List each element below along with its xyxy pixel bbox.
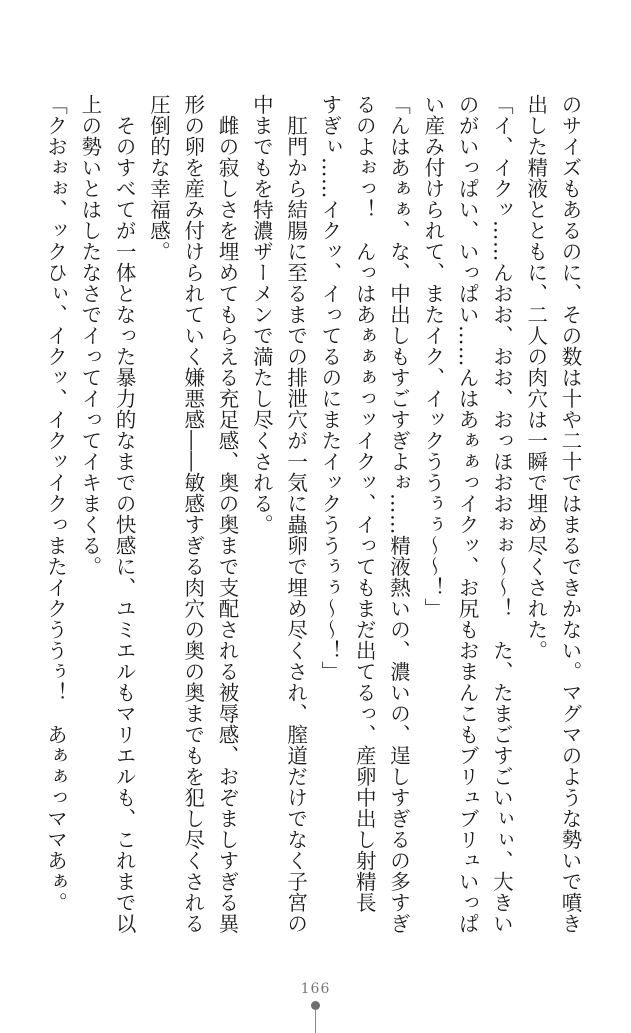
text-line: 圧倒的な幸福感。 — [146, 94, 171, 262]
text-line: のがいっぱい、いっぱい……んはあぁぁっイクッ、お尻もおまんこもブリュブリュいっぱ — [455, 94, 480, 934]
text-line: 中までもを特濃ザーメンで満たし尽くされる。 — [249, 94, 274, 535]
folio-line-divider — [315, 1009, 316, 1033]
text-line: 「クおぉぉ、ックひぃ、イクッ、イクッイクっまたイクううぅ！ あぁぁっママあぁ。 — [43, 94, 68, 913]
text-line: そのすべてが一体となった暴力的なまでの快感に、ユミエルもマリエルも、これまで以 — [112, 94, 137, 934]
text-line: すぎぃ……イクッ、イってるのにまたイックううぅぅ〜〜！」 — [317, 94, 342, 682]
page-number: 166 — [300, 981, 331, 997]
text-line: るのよぉっ！ んっはあぁぁぁっッイクッ、イってもまだ出てるっ、産卵中出し射精長 — [352, 94, 377, 913]
text-line: のサイズもあるのに、その数は十や二十ではまるできかない。マグマのような勢いで噴き — [558, 94, 582, 934]
vertical-text-body — [38, 94, 587, 960]
text-line: 肛門から結腸に至るまでの排泄穴が一気に蟲卵で埋め尽くされ、膣道だけでなく子宮の — [283, 94, 308, 934]
text-line: 「んはあぁぁ、な、中出しもすごすぎよぉ……精液熱いの、濃いの、逞しすぎるの多すぎ — [386, 94, 411, 934]
text-line: 上の勢いとはしたなさでイってイってイキまくる。 — [77, 94, 102, 577]
text-line: 出した精液とともに、二人の肉穴は一瞬で埋め尽くされた。 — [523, 94, 548, 661]
text-line: 「イ、イクッ……んおお、おお、おっほおおぉぉ〜〜！ た、たまごすごいぃぃ、大きい — [489, 94, 514, 934]
text-line: 形の卵を産み付けられていく嫌悪感――敏感すぎる肉穴の奥の奥までもを犯し尽くされる — [180, 94, 205, 934]
text-line: い産み付けられて、またイク、イックううぅぅ〜〜！」 — [420, 94, 445, 619]
text-line: 雌の寂しさを埋めてもらえる充足感、奥の奥まで支配される被辱感、おぞましすぎる異 — [215, 94, 240, 934]
